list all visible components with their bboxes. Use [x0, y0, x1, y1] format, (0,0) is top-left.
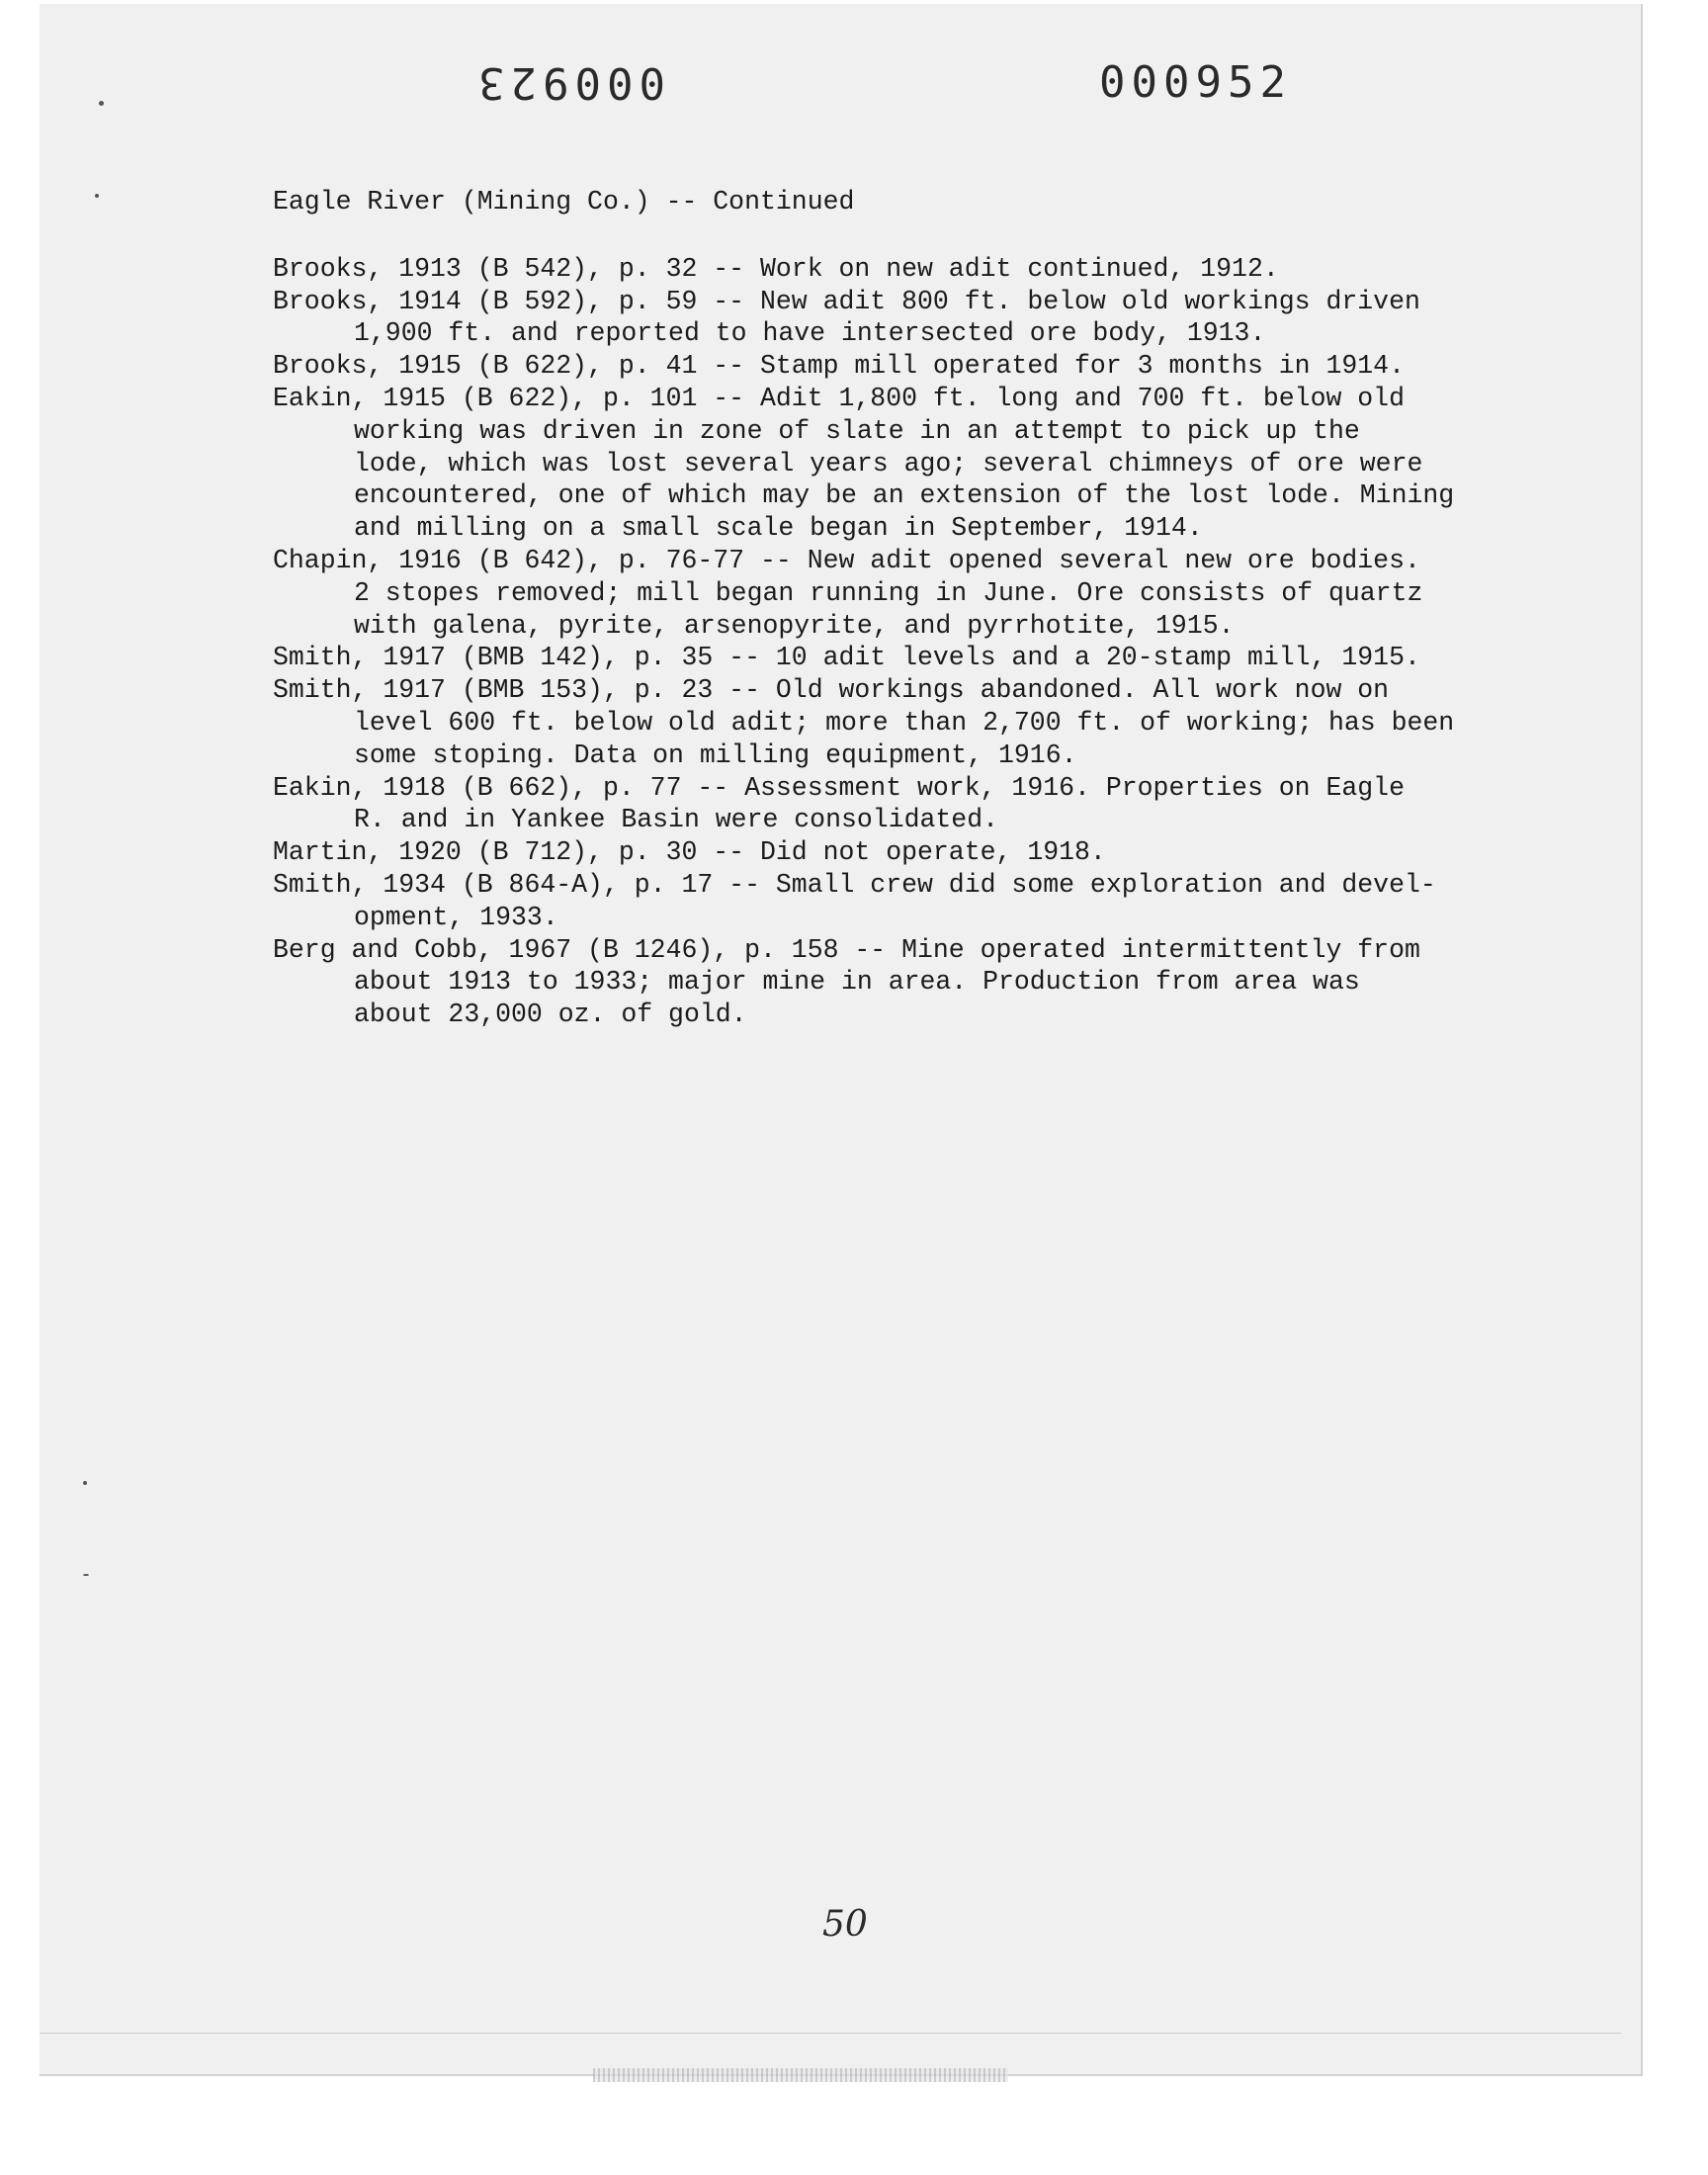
reference-entry: Smith, 1917 (BMB 153), p. 23 -- Old workings abandoned. All work now on level 600 ft. below old adit; more than 2,700 ft. of working; has been some stoping. Data on milling equipment, 1916.	[273, 675, 1455, 770]
reference-entry: Eakin, 1915 (B 622), p. 101 -- Adit 1,800 ft. long and 700 ft. below old working was driven in zone of slate in an attempt to pick up the lode, which was lost several years ago; several chimneys of ore were encountered, one of which may be an extension of the lost lode. Mining and milling on a small scale began in September, 1914.	[273, 383, 1455, 544]
reference-entry: Eakin, 1918 (B 662), p. 77 -- Assessment work, 1916. Properties on Eagle R. and in Yankee Basin were consolidated.	[273, 772, 1405, 835]
scan-speck	[83, 1481, 87, 1485]
reference-entry: Chapin, 1916 (B 642), p. 76-77 -- New adit opened several new ore bodies. 2 stopes removed; mill began running in June. Ore consists of quartz with galena, pyrite, arsenopyrite, and pyrrhotite, 1915.	[273, 545, 1423, 641]
scan-speck	[95, 194, 99, 198]
document-stamp-number: 000952	[1099, 57, 1292, 108]
document-body	[273, 186, 1518, 1031]
reference-entry: Smith, 1917 (BMB 142), p. 35 -- 10 adit levels and a 20-stamp mill, 1915.	[273, 643, 1420, 673]
scan-artifact-strip	[593, 2068, 1008, 2082]
handwritten-page-number: 50	[822, 1904, 868, 1945]
page-edge-line	[40, 2033, 1621, 2034]
section-heading: Eagle River (Mining Co.) -- Continued	[273, 187, 855, 217]
document-stamp-inverted: 000923	[472, 57, 665, 108]
scan-speck	[83, 1574, 89, 1576]
reference-entry: Brooks, 1913 (B 542), p. 32 -- Work on new adit continued, 1912.	[273, 253, 1279, 284]
reference-entry: Smith, 1934 (B 864-A), p. 17 -- Small crew did some exploration and devel- opment, 1933.	[273, 869, 1436, 932]
reference-entry: Brooks, 1915 (B 622), p. 41 -- Stamp mill operated for 3 months in 1914.	[273, 351, 1405, 382]
reference-entry: Martin, 1920 (B 712), p. 30 -- Did not operate, 1918.	[273, 837, 1106, 868]
scan-speck	[99, 101, 104, 106]
reference-entry: Brooks, 1914 (B 592), p. 59 -- New adit 800 ft. below old workings driven 1,900 ft. and reported to have intersected ore body, 1913.	[273, 286, 1420, 349]
reference-entry: Berg and Cobb, 1967 (B 1246), p. 158 -- Mine operated intermittently from about 1913 to 1933; major mine in area. Production from area was about 23,000 oz. of gold.	[273, 934, 1420, 1030]
